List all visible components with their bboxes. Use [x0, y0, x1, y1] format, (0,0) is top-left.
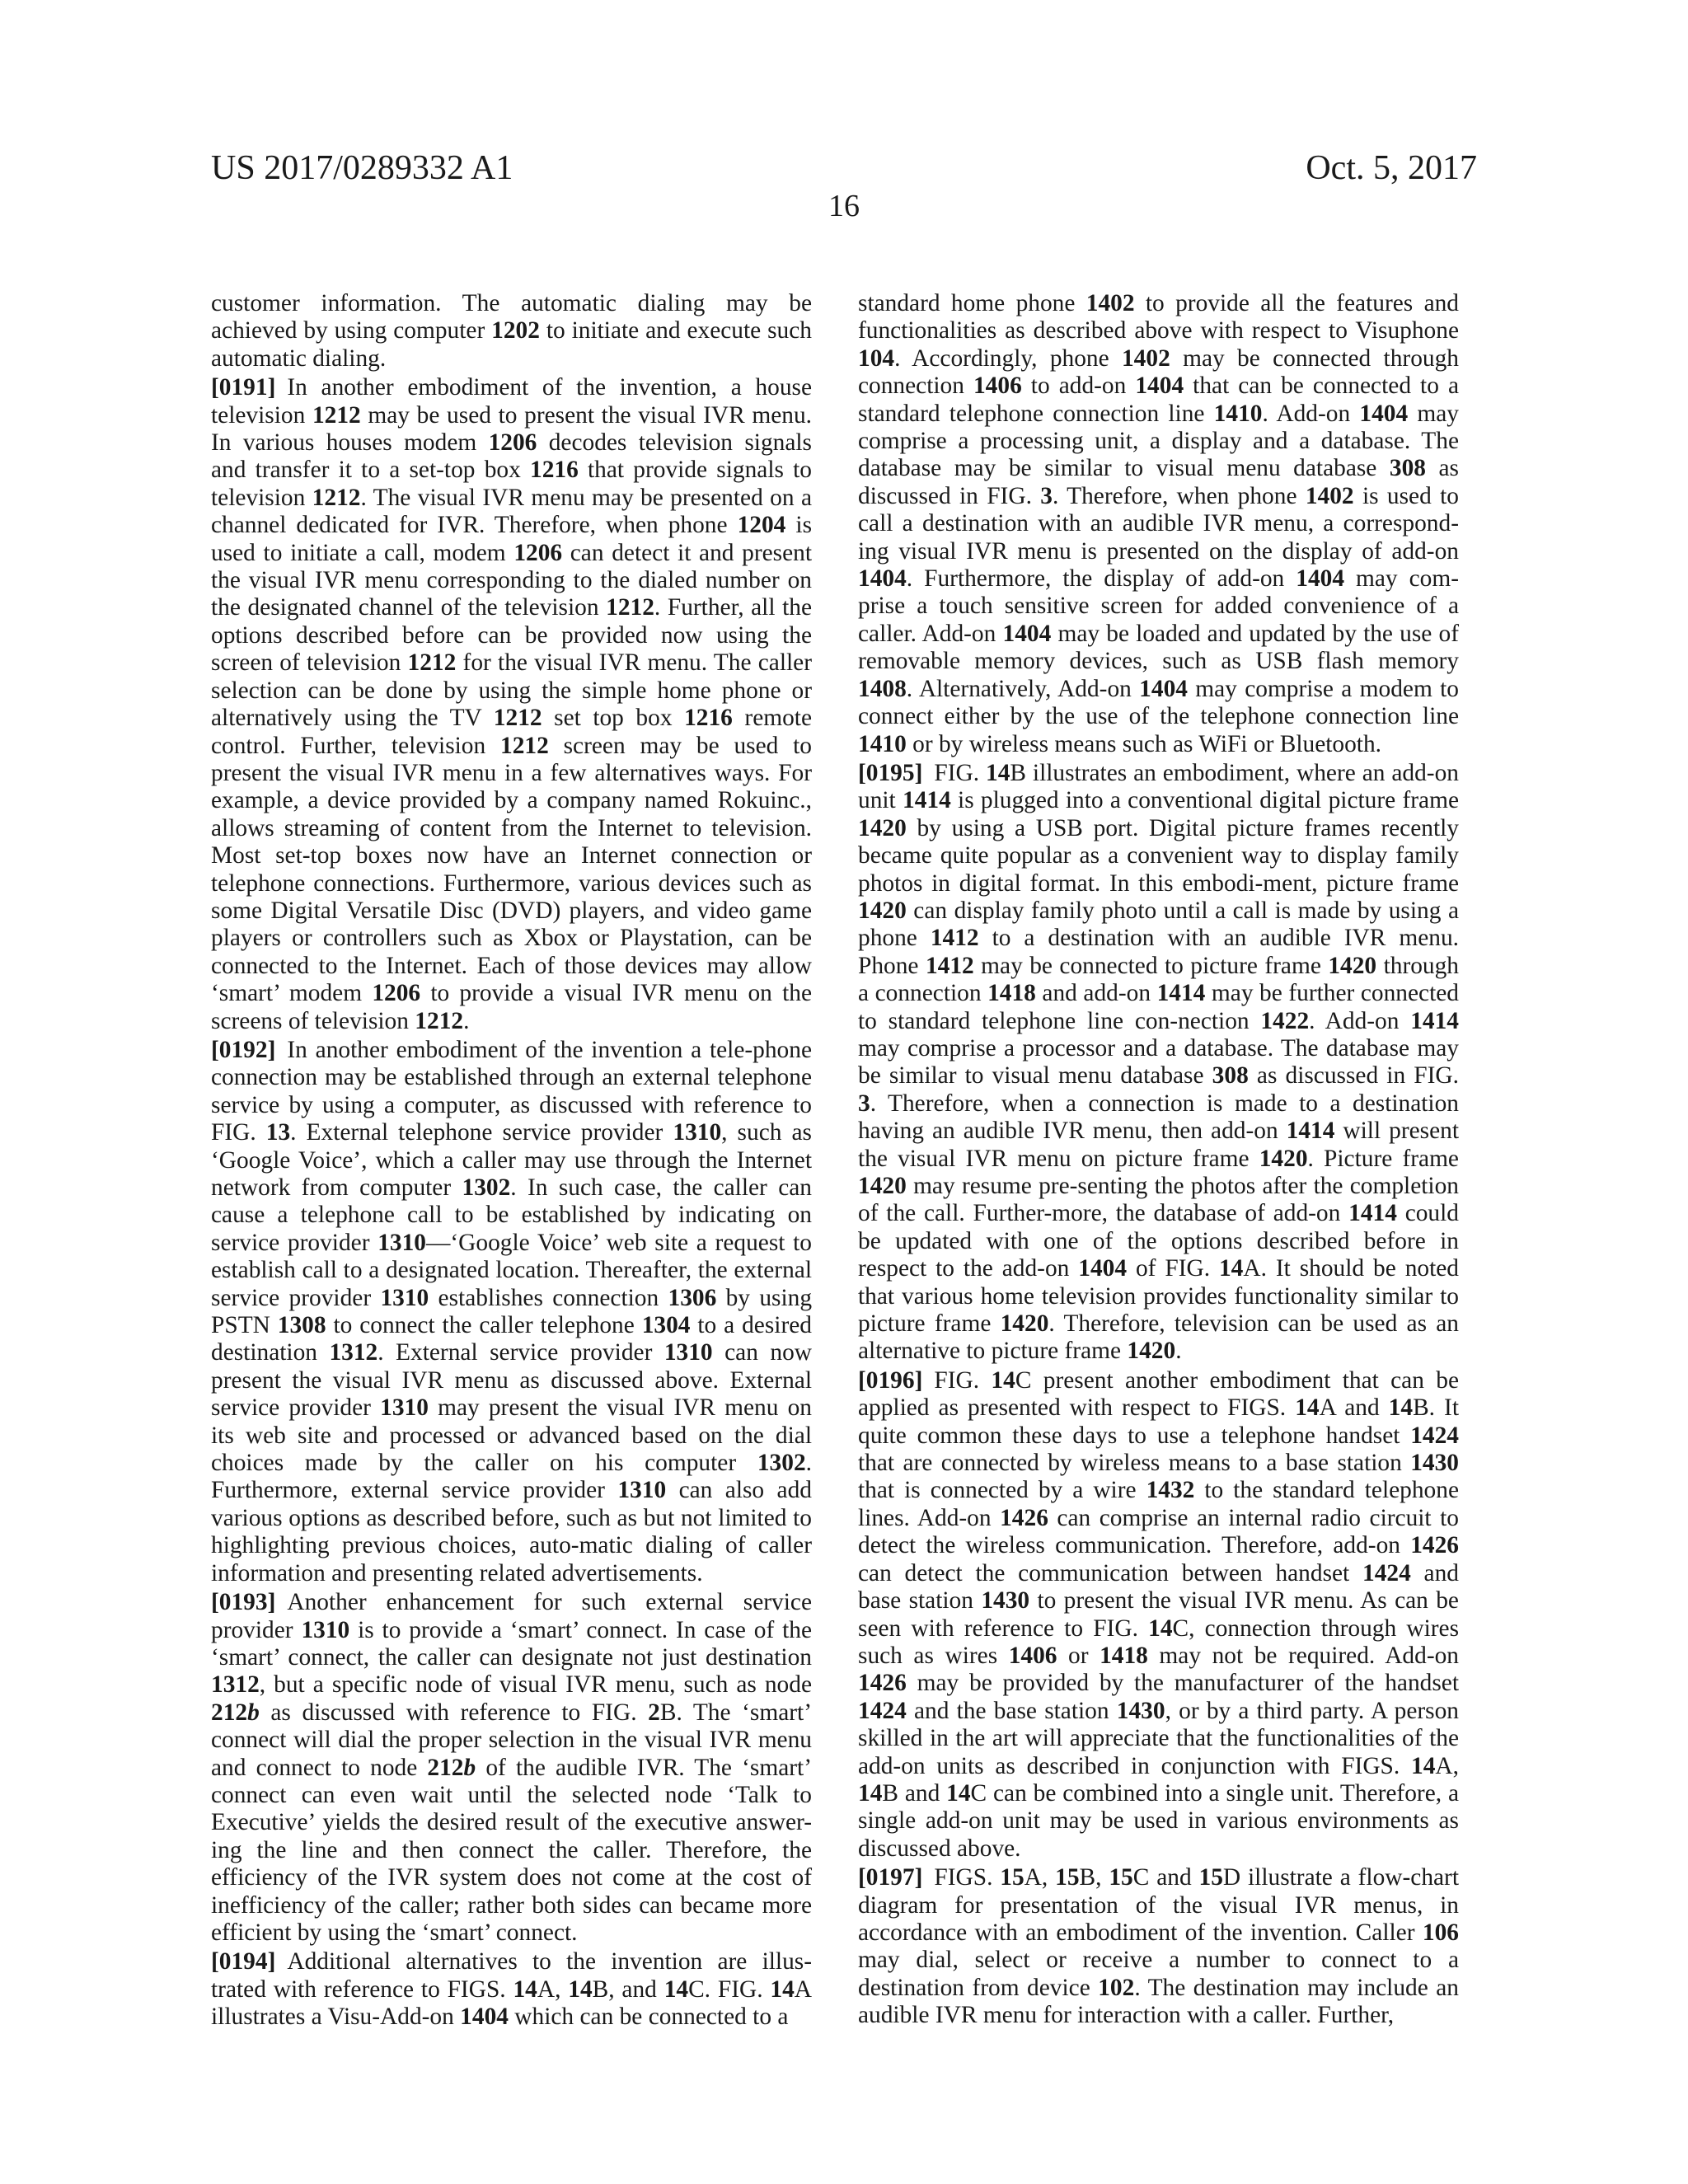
paragraph	[211, 1589, 812, 1947]
paragraph-text: FIG. 14C present another embodiment that can be applied as presented with respect to FIGS. 14A and 14B. It quite common these days to use a telephone handset 1424 that are connected by wireless means to a base station 1430 that is connected by a wire 1432 to the standard telephone lines. Add-on 1426 can comprise an internal radio circuit to detect the wireless communication. Therefore, add-on 1426 can detect the communication between handset 1424 and base station 1430 to present the visual IVR menu. As can be seen with reference to FIG. 14C, connection through wires such as wires 1406 or 1418 may not be required. Add-on 1426 may be provided by the manufacturer of the handset 1424 and the base station 1430, or by a third party. A person skilled in the art will appreciate that the functionalities of the add-on units as described in conjunction with FIGS. 14A, 14B and 14C can be combined into a single unit. Therefore, a single add-on unit may be used in various environments as discussed above.	[858, 1366, 1460, 1862]
paragraph-text: In another embodiment of the invention, a house television 1212 may be used to present the visual IVR menu. In various houses modem 1206 decodes television signals and transfer it to a set-top box 1216 that provide signals to television 1212. The visual IVR menu may be presented on a channel dedicated for IVR. Therefore, when phone 1204 is used to initiate a call, modem 1206 can detect it and present the visual IVR menu corresponding to the dialed number on the designated channel of the television 1212. Further, all the options described before can be provided now using the screen of television 1212 for the visual IVR menu. The caller selection can be done by using the simple home phone or alternatively using the TV 1212 set top box 1216 remote control. Further, television 1212 screen may be used to present the visual IVR menu in a few alternatives ways. For example, a device provided by a company named Rokuinc., allows streaming of content from the Internet to television. Most set-top boxes now have an Internet connection or telephone connections. Furthermore, various devices such as some Digital Versatile Disc (DVD) players, and video game players or controllers such as Xbox or Playstation, can be connected to the Internet. Each of those devices may allow ‘smart’ modem 1206 to provide a visual IVR menu on the screens of television 1212.	[211, 374, 813, 1034]
publication-date: Oct. 5, 2017	[1306, 149, 1477, 187]
paragraph-text: Another enhancement for such external service provider 1310 is to provide a ‘smart’ connect. In case of the ‘smart’ connect, the caller can designate not just destination 1312, but a specific node of visual IVR menu, such as node 212b as discussed with reference to FIG. 2B. The ‘smart’ connect will dial the proper selection in the visual IVR menu and connect to node 212b of the audible IVR. The ‘smart’ connect can even wait until the selected node ‘Talk to Executive’ yields the desired result of the executive answer-ing the line and then connect the caller. Therefore, the efficiency of the IVR system does not come at the cost of inefficiency of the caller; rather both sides can became more efficient by using the ‘smart’ connect.	[211, 1589, 812, 1946]
paragraph-text: standard home phone 1402 to provide all the features and functionalities as described above with respect to Visuphone 104. Accordingly, phone 1402 may be connected through connection 1406 to add-on 1404 that can be connected to a standard telephone connection line 1410. Add-on 1404 may comprise a processing unit, a display and a database. The database may be similar to visual menu database 308 as discussed in FIG. 3. Therefore, when phone 1402 is used to call a destination with an audible IVR menu, a correspond-ing visual IVR menu is presented on the display of add-on 1404. Furthermore, the display of add-on 1404 may com-prise a touch sensitive screen for added convenience of a caller. Add-on 1404 may be loaded and updated by the use of removable memory devices, such as USB flash memory 1408. Alternatively, Add-on 1404 may comprise a modem to connect either by the use of the telephone connection line 1410 or by wireless means such as WiFi or Bluetooth.	[858, 290, 1460, 757]
paragraph-number: [0197]	[858, 1864, 923, 1891]
paragraph-number: [0193]	[211, 1589, 276, 1616]
paragraph-text: Additional alternatives to the invention are illus-trated with reference to FIGS. 14A, 14B, and 14C. FIG. 14A illustrates a Visu-Add-on 1404 which can be connected to a	[211, 1948, 813, 2031]
paragraph-number: [0192]	[211, 1036, 276, 1063]
paragraph	[211, 290, 812, 373]
page-number: 16	[828, 189, 860, 223]
paragraph-number: [0191]	[211, 374, 276, 401]
paragraph	[858, 290, 1459, 758]
paragraph-number: [0196]	[858, 1366, 923, 1394]
paragraph-text: In another embodiment of the invention a tele-phone connection may be established through an external telephone service by using a computer, as discussed with reference to FIG. 13. External telephone service provider 1310, such as ‘Google Voice’, which a caller may use through the Internet network from computer 1302. In such case, the caller can cause a telephone call to be established by indicating on service provider 1310—‘Google Voice’ web site a request to establish call to a designated location. Thereafter, the external service provider 1310 establishes connection 1306 by using PSTN 1308 to connect the caller telephone 1304 to a desired destination 1312. External service provider 1310 can now present the visual IVR menu as discussed above. External service provider 1310 may present the visual IVR menu on its web site and processed or advanced based on the dial choices made by the caller on his computer 1302. Furthermore, external service provider 1310 can also add various options as described before, such as but not limited to highlighting previous choices, auto-matic dialing of caller information and presenting related advertisements.	[211, 1036, 813, 1586]
paragraph-number: [0194]	[211, 1948, 276, 1975]
paragraph-text: FIG. 14B illustrates an embodiment, where an add-on unit 1414 is plugged into a conventional digital picture frame 1420 by using a USB port. Digital picture frames recently became quite popular as a convenient way to display family photos in digital format. In this embodi-ment, picture frame 1420 can display family photo until a call is made by using a phone 1412 to a destination with an audible IVR menu. Phone 1412 may be connected to picture frame 1420 through a connection 1418 and add-on 1414 may be further connected to standard telephone line con-nection 1422. Add-on 1414 may comprise a processor and a database. The database may be similar to visual menu database 308 as discussed in FIG. 3. Therefore, when a connection is made to a destination having an audible IVR menu, then add-on 1414 will present the visual IVR menu on picture frame 1420. Picture frame 1420 may resume pre-senting the photos after the completion of the call. Further-more, the database of add-on 1414 could be updated with one of the options described before in respect to the add-on 1404 of FIG. 14A. It should be noted that various home television provides functionality similar to picture frame 1420. Therefore, television can be used as an alternative to picture frame 1420.	[858, 759, 1460, 1365]
paragraph-text: FIGS. 15A, 15B, 15C and 15D illustrate a flow-chart diagram for presentation of the visual IVR menus, in accordance with an embodiment of the invention. Caller 106 may dial, select or receive a number to connect to a destination from device 102. The destination may include an audible IVR menu for interaction with a caller. Further,	[858, 1864, 1460, 2029]
paragraph	[211, 1948, 812, 2031]
right-text-column	[858, 290, 1459, 2032]
paragraph	[211, 374, 812, 1035]
paragraph-text: customer information. The automatic dialing may be achieved by using computer 1202 to initiate and execute such automatic dialing.	[211, 290, 812, 372]
left-text-column	[211, 290, 812, 2033]
paragraph	[211, 1037, 812, 1587]
paragraph	[858, 760, 1459, 1366]
paragraph-number: [0195]	[858, 759, 923, 786]
paragraph	[858, 1864, 1459, 2029]
paragraph	[858, 1367, 1459, 1863]
publication-number: US 2017/0289332 A1	[211, 149, 513, 187]
